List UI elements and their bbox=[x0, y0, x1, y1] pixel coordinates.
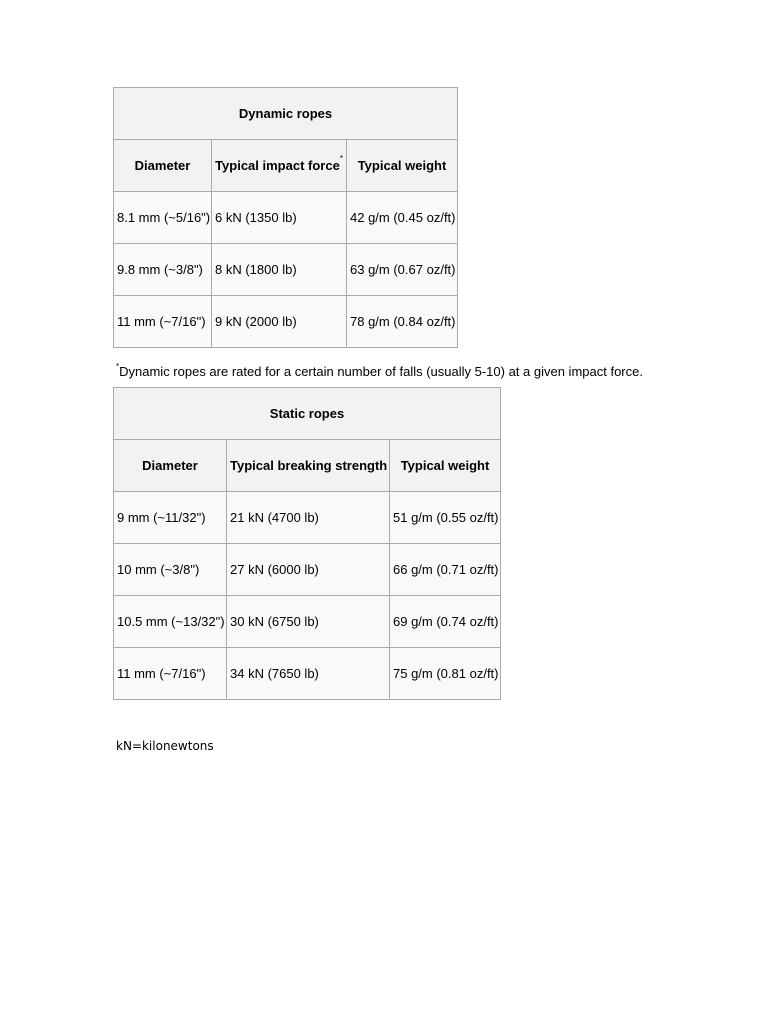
dynamic-cell-impact-force: 6 kN (1350 lb) bbox=[212, 192, 347, 244]
dynamic-cell-diameter: 8.1 mm (~5/16") bbox=[114, 192, 212, 244]
dynamic-header-impact-force-label: Typical impact force bbox=[215, 158, 340, 173]
static-cell-breaking-strength: 30 kN (6750 lb) bbox=[227, 596, 390, 648]
table-row bbox=[114, 492, 501, 544]
static-cell-diameter: 11 mm (~7/16") bbox=[114, 648, 227, 700]
dynamic-cell-weight: 78 g/m (0.84 oz/ft) bbox=[347, 296, 458, 348]
static-ropes-table bbox=[113, 387, 501, 700]
dynamic-cell-impact-force: 9 kN (2000 lb) bbox=[212, 296, 347, 348]
static-header-diameter: Diameter bbox=[114, 440, 227, 492]
static-cell-breaking-strength: 21 kN (4700 lb) bbox=[227, 492, 390, 544]
static-cell-breaking-strength: 27 kN (6000 lb) bbox=[227, 544, 390, 596]
table-row bbox=[114, 296, 458, 348]
table-row bbox=[114, 192, 458, 244]
unit-note: kN=kilonewtons bbox=[116, 739, 214, 753]
static-header-weight: Typical weight bbox=[390, 440, 501, 492]
dynamic-cell-weight: 42 g/m (0.45 oz/ft) bbox=[347, 192, 458, 244]
dynamic-ropes-table bbox=[113, 87, 458, 348]
dynamic-header-impact-force bbox=[212, 140, 347, 192]
dynamic-cell-diameter: 11 mm (~7/16") bbox=[114, 296, 212, 348]
static-header-breaking-strength: Typical breaking strength bbox=[227, 440, 390, 492]
footnote-marker: * bbox=[116, 362, 120, 371]
static-cell-breaking-strength: 34 kN (7650 lb) bbox=[227, 648, 390, 700]
footnote-text: Dynamic ropes are rated for a certain number of falls (usually 5-10) at a given impact force. bbox=[119, 364, 643, 379]
static-cell-weight: 69 g/m (0.74 oz/ft) bbox=[390, 596, 501, 648]
static-cell-weight: 66 g/m (0.71 oz/ft) bbox=[390, 544, 501, 596]
impact-footnote-marker: * bbox=[339, 154, 343, 163]
impact-force-footnote bbox=[116, 364, 643, 379]
table-row bbox=[114, 648, 501, 700]
static-cell-diameter: 10 mm (~3/8") bbox=[114, 544, 227, 596]
static-cell-diameter: 10.5 mm (~13/32") bbox=[114, 596, 227, 648]
table-row bbox=[114, 544, 501, 596]
static-cell-diameter: 9 mm (~11/32") bbox=[114, 492, 227, 544]
dynamic-header-weight: Typical weight bbox=[347, 140, 458, 192]
static-table-caption: Static ropes bbox=[114, 388, 501, 440]
static-cell-weight: 51 g/m (0.55 oz/ft) bbox=[390, 492, 501, 544]
static-cell-weight: 75 g/m (0.81 oz/ft) bbox=[390, 648, 501, 700]
dynamic-cell-impact-force: 8 kN (1800 lb) bbox=[212, 244, 347, 296]
dynamic-table-caption: Dynamic ropes bbox=[114, 88, 458, 140]
table-row bbox=[114, 596, 501, 648]
dynamic-cell-weight: 63 g/m (0.67 oz/ft) bbox=[347, 244, 458, 296]
dynamic-header-diameter: Diameter bbox=[114, 140, 212, 192]
dynamic-cell-diameter: 9.8 mm (~3/8") bbox=[114, 244, 212, 296]
table-row bbox=[114, 244, 458, 296]
